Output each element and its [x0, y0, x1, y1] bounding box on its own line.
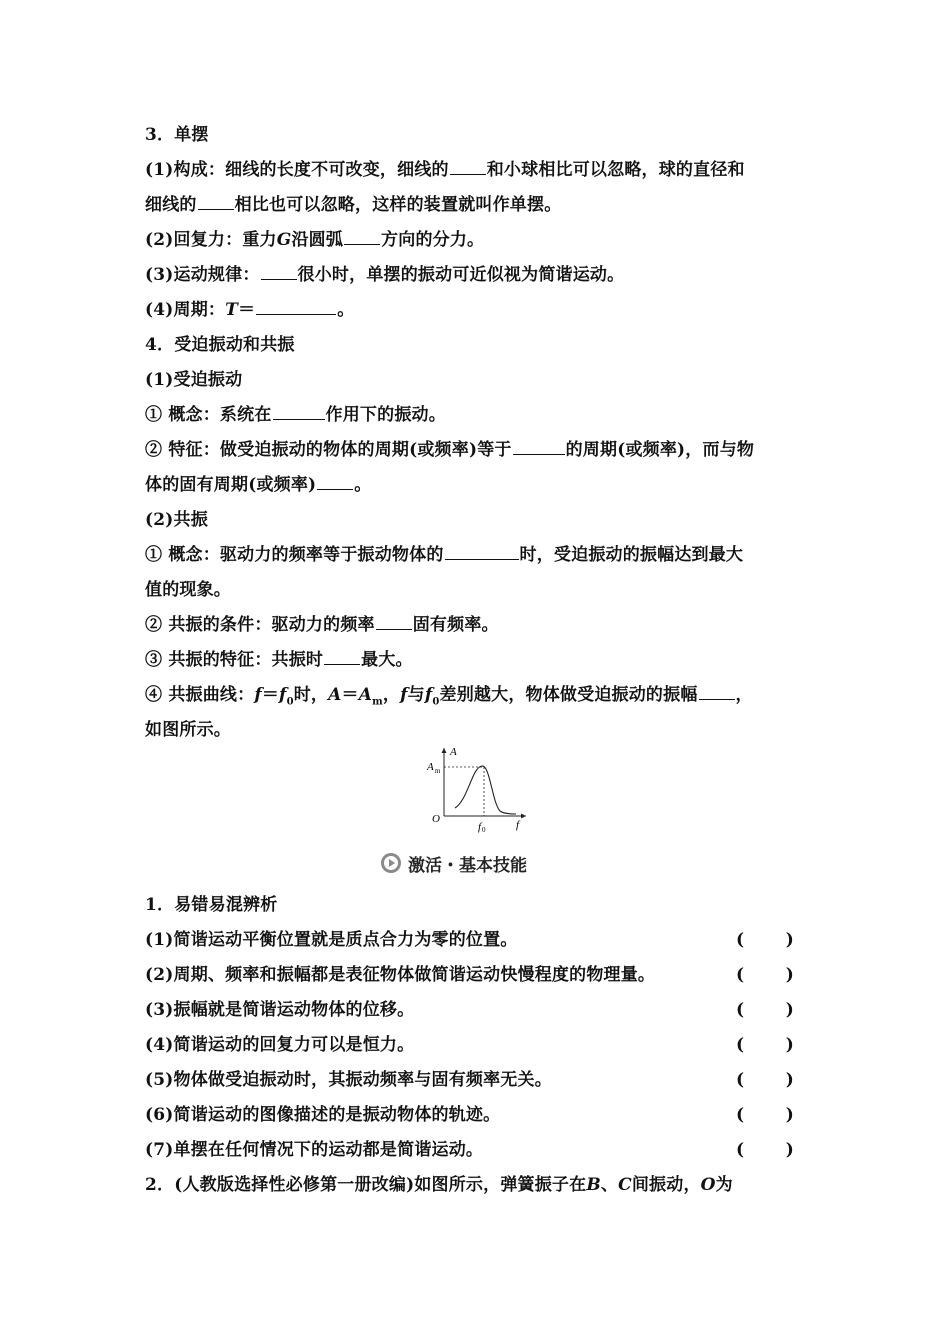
blank: [261, 262, 297, 280]
q1-title: 1．易错易混辨析: [145, 895, 278, 915]
s4-line-9: 如图所示。: [145, 720, 231, 740]
blank: [513, 437, 565, 455]
s4-sub-1: (1)受迫振动: [145, 370, 243, 390]
q2-line: 2．(人教版选择性必修第一册改编)如图所示，弹簧振子在B、C间振动，O为: [145, 1175, 733, 1195]
answer-brackets[interactable]: ( ): [736, 1035, 794, 1055]
s4-line-3: 体的固有周期(或频率) 。: [145, 468, 820, 503]
answer-brackets[interactable]: ( ): [736, 1105, 794, 1125]
s4-line-1: ① 概念：系统在 作用下的振动。: [145, 398, 820, 433]
answer-brackets[interactable]: ( ): [736, 1140, 794, 1160]
content-top: [145, 118, 820, 748]
s4-line-8: ④ 共振曲线：$f=f_0$时，$A=A_m$，f与$f_0$差别越大，物体做受迫振动的振幅 ，: [145, 678, 820, 713]
judge-item: (2)周期、频率和振幅都是表征物体做简谐运动快慢程度的物理量。 ( ): [145, 958, 820, 993]
resonance-curve-svg: [420, 742, 530, 834]
x-axis-label: f: [516, 819, 520, 831]
blank: [344, 227, 380, 245]
answer-brackets[interactable]: ( ): [736, 930, 794, 950]
judge-item: (1)简谐运动平衡位置就是质点合力为零的位置。 ( ): [145, 923, 820, 958]
s4-sub-2: (2)共振: [145, 510, 208, 530]
s3-line-2: 细线的 相比也可以忽略，这样的装置就叫作单摆。: [145, 188, 820, 223]
section-heading: [380, 851, 527, 875]
judge-item: (6)简谐运动的图像描述的是振动物体的轨迹。 ( ): [145, 1098, 820, 1133]
am-label-sub: m: [435, 767, 441, 775]
judge-item: (7)单摆在任何情况下的运动都是简谐运动。 ( ): [145, 1133, 820, 1168]
blank: [317, 472, 353, 490]
x-axis-arrow: [521, 814, 526, 819]
s4-line-6: ② 共振的条件：驱动力的频率 固有频率。: [145, 608, 820, 643]
s4-line-4: ① 概念：驱动力的频率等于振动物体的 时，受迫振动的振幅达到最大: [145, 538, 820, 573]
play-circle-icon: [380, 852, 402, 874]
judge-item: (3)振幅就是简谐运动物体的位移。 ( ): [145, 993, 820, 1028]
s3-line-5: (4)周期：T＝ 。: [145, 293, 820, 328]
s3-line-3: (2)回复力：重力G沿圆弧 方向的分力。: [145, 223, 820, 258]
resonance-curve: [455, 766, 516, 814]
blank: [324, 647, 360, 665]
resonance-curve-figure: [420, 742, 530, 834]
s3-line-1: (1)构成：细线的长度不可改变，细线的 和小球相比可以忽略，球的直径和: [145, 153, 820, 188]
blank: [445, 542, 519, 560]
f0-label-sub: 0: [482, 826, 486, 834]
s4-line-2: ② 特征：做受迫振动的物体的周期(或频率)等于 的周期(或频率)，而与物: [145, 433, 820, 468]
blank: [450, 157, 486, 175]
blank: [699, 682, 735, 700]
section-4-title: 4．受迫振动和共振: [145, 335, 295, 355]
answer-brackets[interactable]: ( ): [736, 1000, 794, 1020]
am-label: A: [427, 761, 434, 773]
judge-item: (4)简谐运动的回复力可以是恒力。 ( ): [145, 1028, 820, 1063]
answer-brackets[interactable]: ( ): [736, 1070, 794, 1090]
s4-line-5: 值的现象。: [145, 580, 231, 600]
blank: [273, 402, 325, 420]
judge-item: (5)物体做受迫振动时，其振动频率与固有频率无关。 ( ): [145, 1063, 820, 1098]
s4-line-7: ③ 共振的特征：共振时 最大。: [145, 643, 820, 678]
y-axis-label: A: [450, 746, 457, 758]
y-axis-arrow: [442, 748, 447, 753]
s3-line-4: (3)运动规律： 很小时，单摆的振动可近似视为简谐运动。: [145, 258, 820, 293]
content-lower: [145, 888, 820, 1203]
answer-brackets[interactable]: ( ): [736, 965, 794, 985]
blank: [256, 297, 336, 315]
f0-label: f: [478, 821, 482, 833]
origin-label: O: [432, 813, 440, 825]
blank: [198, 192, 234, 210]
section-title: 激活・基本技能: [408, 855, 527, 876]
section-3-title: 3．单摆: [145, 125, 209, 145]
blank: [376, 612, 412, 630]
